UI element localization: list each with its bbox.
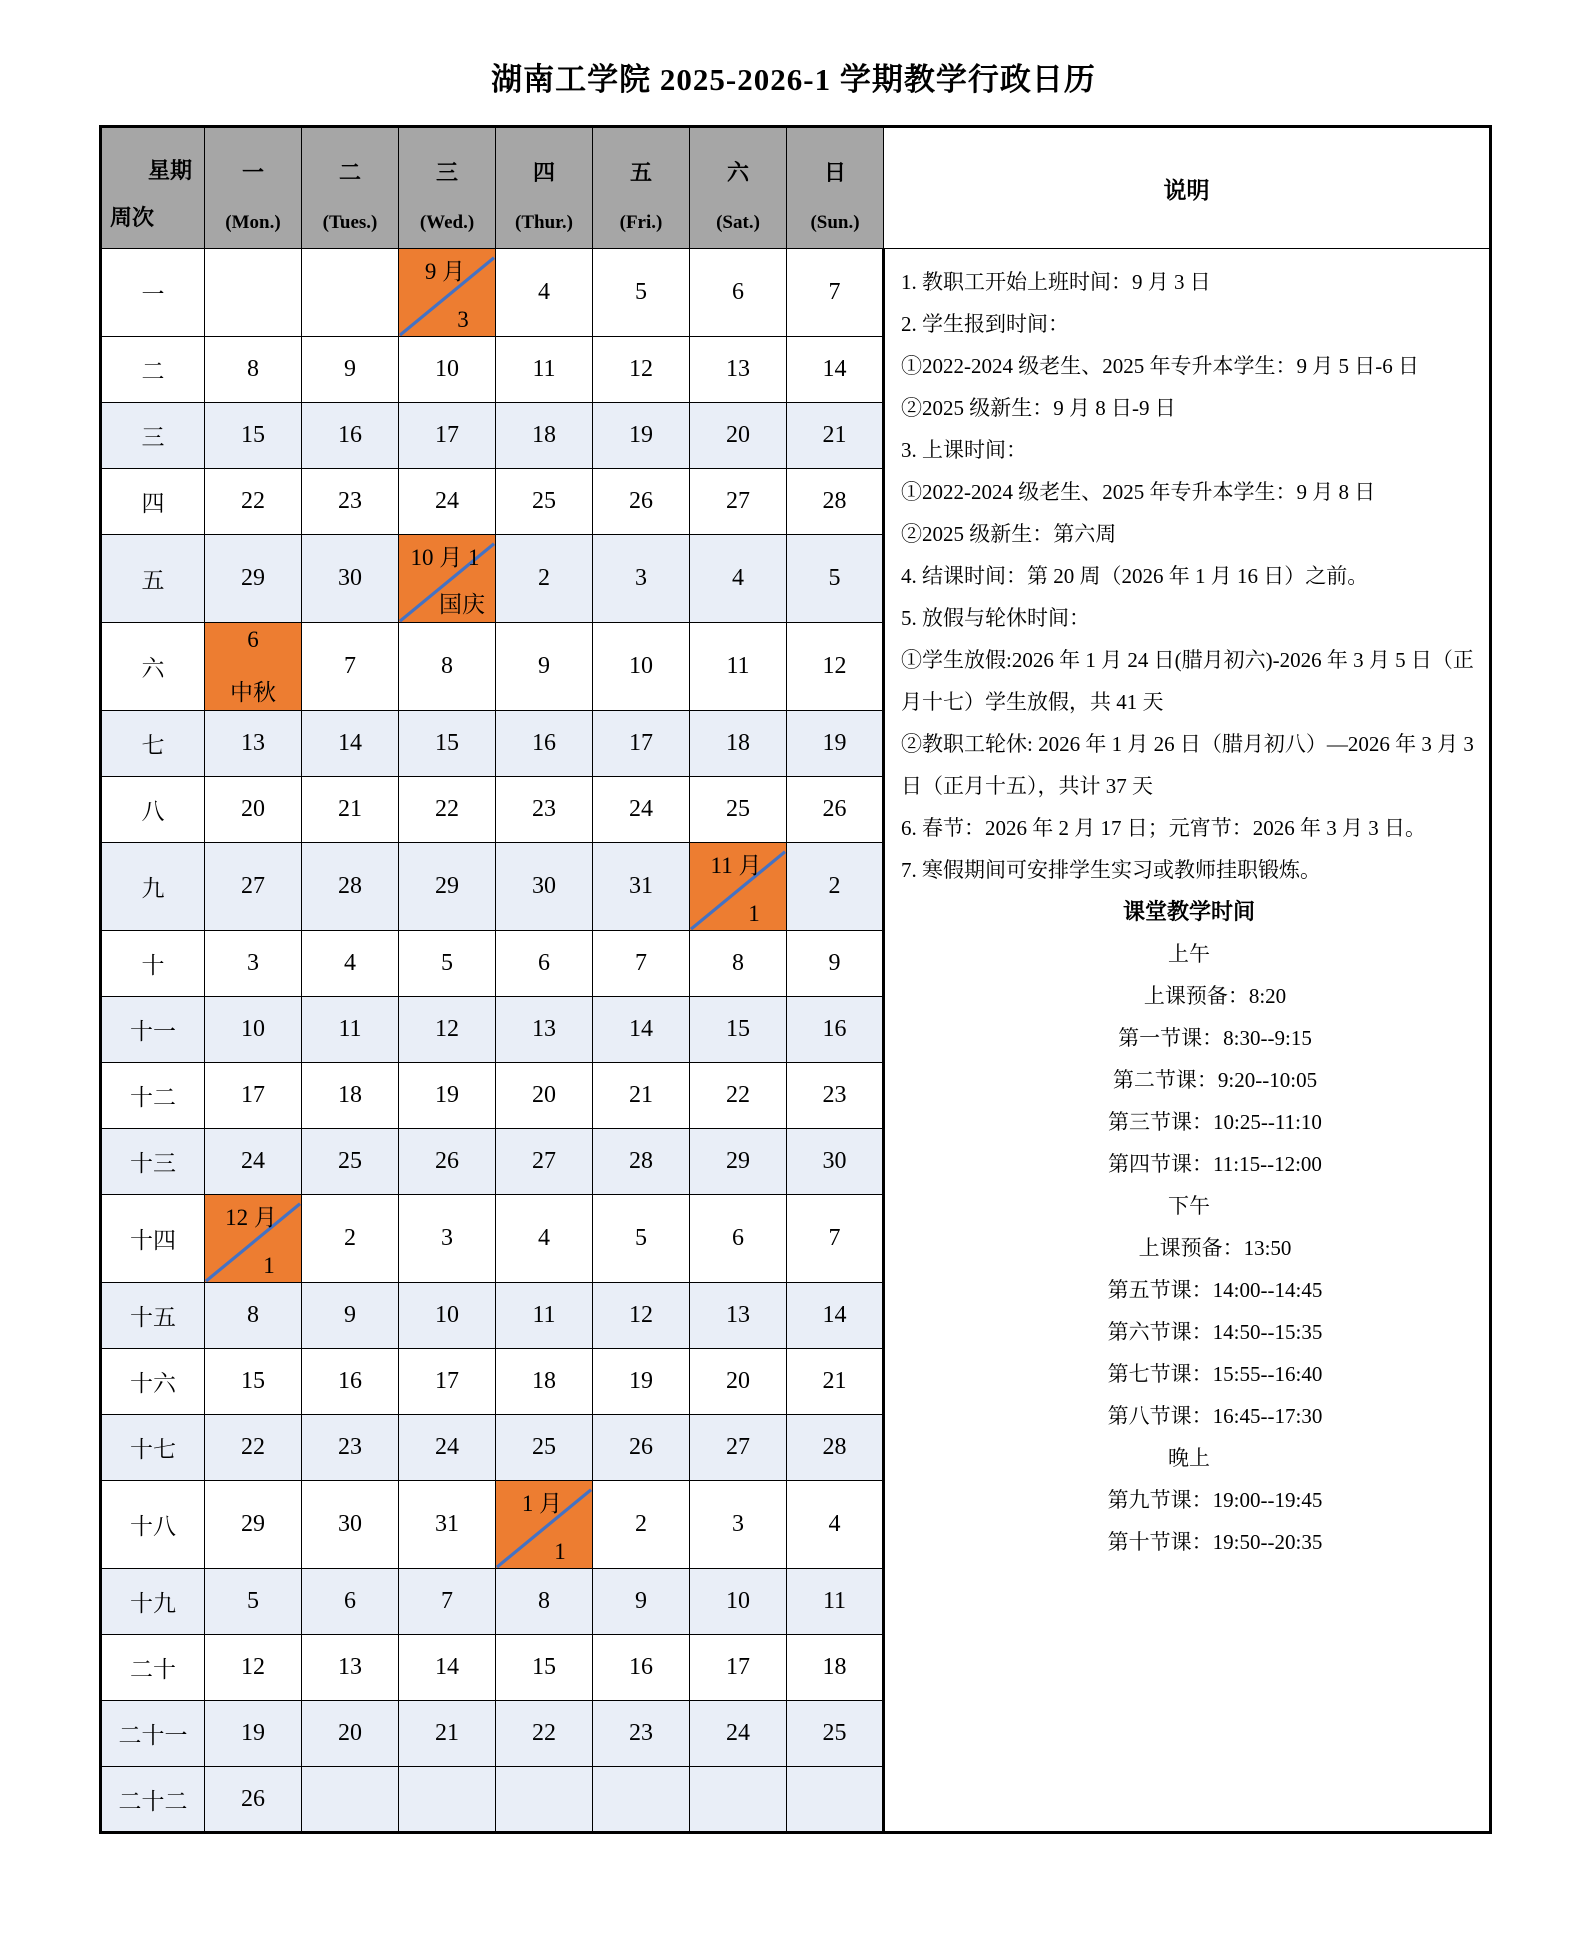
day-cell: 10 [399,1283,496,1349]
week-label: 十六 [101,1349,205,1415]
day-cell: 25 [496,1415,593,1481]
day-header-wrap [593,128,689,248]
day-cell: 25 [690,777,787,843]
day-cell: 7 [302,623,399,711]
day-header-cn-label: 一 [241,160,264,185]
day-cell: 20 [302,1701,399,1767]
header-row [101,127,1491,249]
holiday-cell-text [399,250,495,336]
day-cell: 29 [205,1481,302,1569]
notes-header-cell [884,127,1491,249]
holiday-cell-text [205,1196,301,1282]
day-header-1 [205,127,302,249]
day-header-3 [399,127,496,249]
holiday-day-label: 3 [457,306,469,332]
day-cell: 26 [205,1767,302,1833]
day-cell: 7 [787,249,884,337]
day-cell: 16 [496,711,593,777]
day-cell: 20 [205,777,302,843]
day-cell: 22 [496,1701,593,1767]
day-cell: 13 [205,711,302,777]
holiday-month-label: 9 月 [424,258,466,284]
holiday-month-label: 6 [247,626,259,652]
day-header-cn-label: 二 [338,160,361,185]
day-cell: 3 [690,1481,787,1569]
week-label: 一 [101,249,205,337]
day-cell: 10 [399,337,496,403]
day-header-wrap [302,128,398,248]
holiday-cell [690,843,787,931]
day-cell: 7 [399,1569,496,1635]
schedule-title: 课堂教学时间 [1122,899,1255,924]
day-header-en-label: (Fri.) [619,212,663,233]
day-header-5 [593,127,690,249]
holiday-cell-text [690,844,786,930]
holiday-cell-text [399,536,495,622]
schedule-line: 第四节课：11:15--12:00 [1108,1152,1322,1176]
day-cell: 11 [302,997,399,1063]
day-cell: 26 [593,1415,690,1481]
day-header-6 [690,127,787,249]
schedule-line: 第六节课：14:50--15:35 [1107,1320,1323,1344]
day-cell: 13 [690,337,787,403]
day-cell: 31 [593,843,690,931]
week-label: 十四 [101,1195,205,1283]
day-cell: 12 [205,1635,302,1701]
day-cell: 15 [399,711,496,777]
day-cell: 9 [593,1569,690,1635]
day-cell: 12 [399,997,496,1063]
schedule-line: 第一节课：8:30--9:15 [1118,1026,1312,1050]
day-cell: 18 [690,711,787,777]
day-cell: 15 [205,1349,302,1415]
week-label: 十五 [101,1283,205,1349]
day-cell: 15 [690,997,787,1063]
day-cell: 11 [496,337,593,403]
day-cell: 9 [787,931,884,997]
day-cell: 6 [690,249,787,337]
day-header-4 [496,127,593,249]
day-cell: 6 [302,1569,399,1635]
holiday-day-label: 国庆 [439,591,485,617]
day-header-en-label: (Mon.) [225,212,281,233]
day-cell: 31 [399,1481,496,1569]
holiday-day-label: 1 [748,900,760,926]
day-cell: 25 [787,1701,884,1767]
calendar-table [99,125,1492,1834]
day-cell: 11 [690,623,787,711]
holiday-day-label: 中秋 [230,679,276,705]
day-header-7 [787,127,884,249]
day-cell: 2 [302,1195,399,1283]
week-label: 二十一 [101,1701,205,1767]
day-cell: 12 [787,623,884,711]
day-header-en-label: (Sat.) [716,212,760,233]
day-cell: 10 [205,997,302,1063]
day-cell: 11 [787,1569,884,1635]
day-cell: 14 [399,1635,496,1701]
day-cell: 13 [496,997,593,1063]
day-cell: 13 [690,1283,787,1349]
day-cell: 18 [496,1349,593,1415]
day-cell [593,1767,690,1833]
schedule-line: 第二节课：9:20--10:05 [1112,1068,1318,1092]
holiday-day-label: 1 [554,1538,566,1564]
day-cell: 14 [787,1283,884,1349]
day-cell: 25 [302,1129,399,1195]
day-cell: 4 [496,1195,593,1283]
day-cell: 5 [399,931,496,997]
day-header-en-label: (Sun.) [810,212,860,233]
week-label: 十八 [101,1481,205,1569]
day-cell: 5 [593,249,690,337]
day-cell: 24 [205,1129,302,1195]
day-cell: 23 [496,777,593,843]
holiday-month-label: 1 月 [521,1490,563,1516]
day-cell: 14 [787,337,884,403]
schedule-line: 第十节课：19:50--20:35 [1107,1530,1323,1554]
corner-cell [101,127,205,249]
day-header-wrap [399,128,495,248]
day-cell: 8 [496,1569,593,1635]
schedule-section-heading: 晚上 [1168,1446,1210,1470]
day-cell: 14 [593,997,690,1063]
note-line: 2. 学生报到时间： [901,312,1069,336]
day-cell: 24 [399,1415,496,1481]
day-cell: 23 [302,1415,399,1481]
day-cell: 22 [690,1063,787,1129]
corner-weeknum-label: 周次 [110,205,155,230]
day-cell: 3 [593,535,690,623]
day-cell: 2 [593,1481,690,1569]
note-line: 1. 教职工开始上班时间：9 月 3 日 [901,270,1211,294]
week-label: 二十二 [101,1767,205,1833]
day-cell: 15 [496,1635,593,1701]
day-cell: 27 [496,1129,593,1195]
day-header-en-label: (Thur.) [515,212,573,233]
day-cell: 17 [399,1349,496,1415]
day-cell: 5 [787,535,884,623]
schedule-section-heading: 下午 [1168,1194,1210,1218]
day-cell: 19 [593,403,690,469]
day-cell: 6 [496,931,593,997]
day-cell: 24 [593,777,690,843]
day-cell: 16 [787,997,884,1063]
day-cell: 13 [302,1635,399,1701]
week-label: 五 [101,535,205,623]
day-cell: 18 [302,1063,399,1129]
day-cell: 9 [302,1283,399,1349]
day-cell: 18 [496,403,593,469]
day-cell: 2 [787,843,884,931]
week-label: 十一 [101,997,205,1063]
day-cell: 17 [399,403,496,469]
day-cell [690,1767,787,1833]
note-line: 5. 放假与轮休时间： [901,606,1090,630]
holiday-cell [205,623,302,711]
week-label: 十七 [101,1415,205,1481]
day-cell: 21 [787,1349,884,1415]
day-cell: 21 [593,1063,690,1129]
day-cell: 29 [205,535,302,623]
schedule-line: 第五节课：14:00--14:45 [1107,1278,1323,1302]
day-cell: 7 [593,931,690,997]
week-label: 三 [101,403,205,469]
note-line: ①学生放假:2026 年 1 月 24 日(腊月初六)-2026 年 3 月 5 日（正月十七）学生放假，共 41 天 [901,648,1474,714]
day-cell: 27 [690,1415,787,1481]
week-label: 六 [101,623,205,711]
week-label: 十九 [101,1569,205,1635]
note-line: ②2025 级新生：9 月 8 日-9 日 [901,396,1176,420]
day-cell: 8 [690,931,787,997]
day-cell: 30 [496,843,593,931]
day-cell: 8 [399,623,496,711]
day-header-en-label: (Tues.) [322,212,378,233]
week-label: 七 [101,711,205,777]
day-cell: 25 [496,469,593,535]
week-label: 十 [101,931,205,997]
day-cell: 30 [787,1129,884,1195]
day-cell: 24 [690,1701,787,1767]
note-line: 3. 上课时间： [901,438,1027,462]
day-cell: 3 [399,1195,496,1283]
day-cell: 12 [593,337,690,403]
page-title: 湖南工学院 2025-2026-1 学期教学行政日历 [491,62,1096,97]
day-cell: 9 [496,623,593,711]
holiday-cell [399,249,496,337]
note-line: 7. 寒假期间可安排学生实习或教师挂职锻炼。 [901,858,1321,882]
week-label: 十二 [101,1063,205,1129]
day-cell: 8 [205,337,302,403]
week-label: 二 [101,337,205,403]
day-cell: 21 [302,777,399,843]
day-cell: 12 [593,1283,690,1349]
day-cell: 17 [205,1063,302,1129]
holiday-cell [399,535,496,623]
day-cell [302,1767,399,1833]
day-cell: 16 [302,403,399,469]
day-cell: 17 [593,711,690,777]
note-line: ①2022-2024 级老生、2025 年专升本学生：9 月 5 日-6 日 [901,354,1419,378]
schedule-line: 第七节课：15:55--16:40 [1107,1362,1323,1386]
day-cell: 26 [787,777,884,843]
day-header-wrap [496,128,592,248]
day-cell: 20 [690,403,787,469]
day-cell: 27 [690,469,787,535]
day-header-wrap [787,128,883,248]
day-cell: 27 [205,843,302,931]
day-header-cn-label: 五 [629,160,652,185]
day-cell: 28 [787,469,884,535]
calendar-body [101,249,1491,1833]
day-cell: 21 [399,1701,496,1767]
day-cell: 19 [593,1349,690,1415]
schedule-line: 第九节课：19:00--19:45 [1107,1488,1323,1512]
note-line: ②教职工轮休: 2026 年 1 月 26 日（腊月初八）—2026 年 3 月 3 日（正月十五），共计 37 天 [901,732,1474,798]
note-line: ②2025 级新生：第六周 [901,522,1117,546]
day-cell [496,1767,593,1833]
day-cell: 20 [496,1063,593,1129]
day-cell: 20 [690,1349,787,1415]
day-cell: 15 [205,403,302,469]
day-header-wrap [690,128,786,248]
day-header-2 [302,127,399,249]
day-cell: 4 [690,535,787,623]
day-header-wrap [205,128,301,248]
schedule-line: 第三节课：10:25--11:10 [1108,1110,1322,1134]
day-cell: 19 [205,1701,302,1767]
corner-weekday-label: 星期 [147,158,192,183]
holiday-cell [496,1481,593,1569]
holiday-cell [205,1195,302,1283]
day-cell: 10 [690,1569,787,1635]
holiday-day-label: 1 [263,1252,275,1278]
notes-title: 说明 [1163,177,1210,203]
day-cell: 22 [399,777,496,843]
day-cell: 30 [302,1481,399,1569]
day-cell: 6 [690,1195,787,1283]
note-line: 6. 春节：2026 年 2 月 17 日；元宵节：2026 年 3 月 3 日。 [901,816,1426,840]
day-cell: 18 [787,1635,884,1701]
schedule-line: 第八节课：16:45--17:30 [1107,1404,1323,1428]
week-label: 九 [101,843,205,931]
holiday-cell-text [205,624,301,710]
day-cell: 3 [205,931,302,997]
holiday-month-label: 12 月 [225,1204,277,1230]
day-cell: 28 [787,1415,884,1481]
holiday-month-label: 11 月 [710,852,762,878]
day-cell: 24 [399,469,496,535]
day-cell: 19 [787,711,884,777]
note-line: 4. 结课时间：第 20 周（2026 年 1 月 16 日）之前。 [901,564,1369,588]
note-line: ①2022-2024 级老生、2025 年专升本学生：9 月 8 日 [901,480,1376,504]
day-cell [787,1767,884,1833]
day-cell: 4 [302,931,399,997]
day-cell: 26 [399,1129,496,1195]
holiday-month-label: 10 月 1 [410,544,480,570]
day-cell [399,1767,496,1833]
day-cell: 26 [593,469,690,535]
week-label: 十三 [101,1129,205,1195]
day-cell: 5 [205,1569,302,1635]
day-cell: 2 [496,535,593,623]
week-row-1 [101,249,1491,337]
day-cell: 22 [205,1415,302,1481]
day-cell: 30 [302,535,399,623]
day-cell: 29 [690,1129,787,1195]
day-cell: 9 [302,337,399,403]
holiday-cell-text [496,1482,592,1568]
day-cell: 11 [496,1283,593,1349]
day-cell: 8 [205,1283,302,1349]
day-header-cn-label: 六 [726,160,749,185]
day-header-cn-label: 日 [823,160,846,185]
schedule-section-heading: 上午 [1168,942,1210,966]
day-cell: 22 [205,469,302,535]
day-cell: 28 [302,843,399,931]
schedule-line: 上课预备：8:20 [1143,984,1287,1008]
notes-panel [884,249,1491,1833]
week-label: 二十 [101,1635,205,1701]
day-cell [205,249,302,337]
day-header-en-label: (Wed.) [419,212,475,233]
day-cell: 19 [399,1063,496,1129]
day-cell: 28 [593,1129,690,1195]
week-label: 四 [101,469,205,535]
day-cell: 23 [593,1701,690,1767]
day-cell: 17 [690,1635,787,1701]
day-cell: 14 [302,711,399,777]
day-header-cn-label: 三 [435,160,458,185]
day-header-cn-label: 四 [532,160,555,185]
day-cell: 10 [593,623,690,711]
day-cell: 4 [787,1481,884,1569]
week-label: 八 [101,777,205,843]
day-cell: 23 [787,1063,884,1129]
day-cell: 16 [302,1349,399,1415]
schedule-line: 上课预备：13:50 [1138,1236,1292,1260]
day-cell: 4 [496,249,593,337]
day-cell [302,249,399,337]
day-cell: 21 [787,403,884,469]
day-cell: 29 [399,843,496,931]
day-cell: 23 [302,469,399,535]
day-cell: 5 [593,1195,690,1283]
day-cell: 7 [787,1195,884,1283]
day-cell: 16 [593,1635,690,1701]
